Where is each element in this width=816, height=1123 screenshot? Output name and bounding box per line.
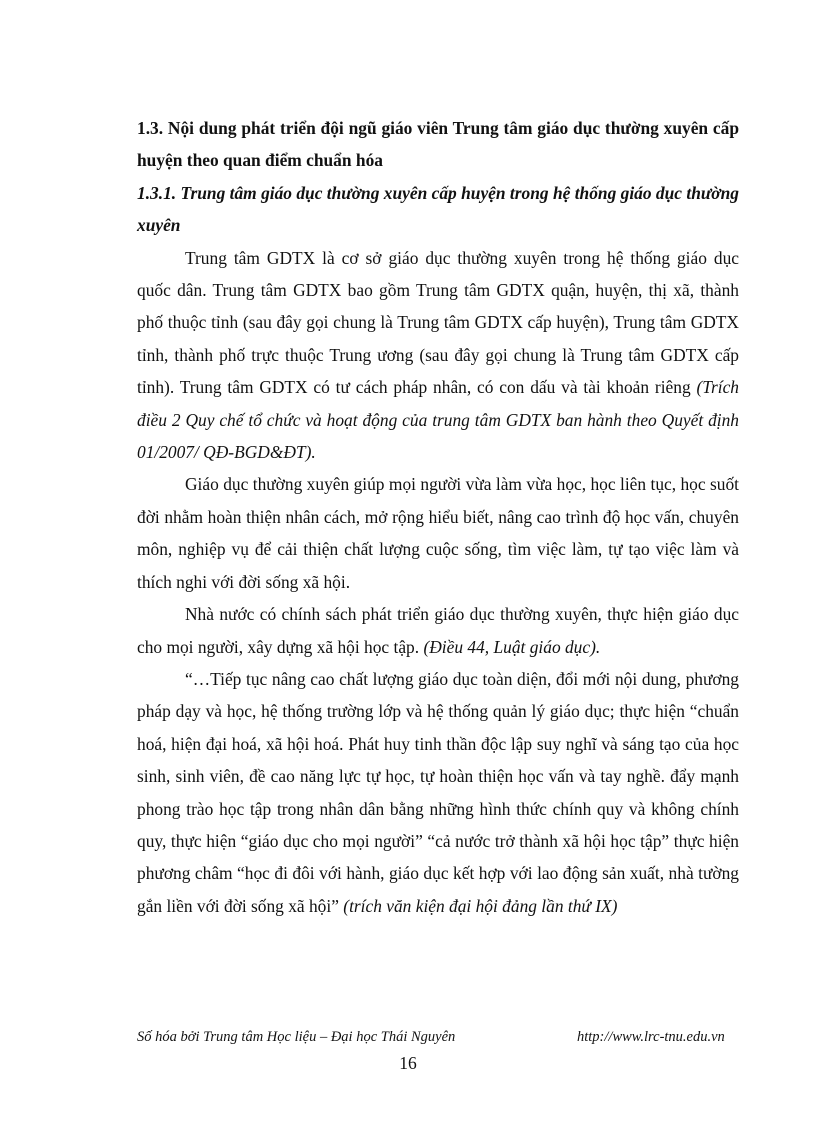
paragraph-state-policy	[137, 598, 739, 663]
paragraph-gdtx-purpose	[137, 468, 739, 598]
paragraph-citation: (Trích điều 2 Quy chế tổ chức và hoạt động của trung tâm GDTX ban hành theo Quyết định 01/2007/ QĐ-BGD&ĐT).	[137, 377, 739, 463]
section-heading: 1.3. Nội dung phát triển đội ngũ giáo viên Trung tâm giáo dục thường xuyên cấp huyện theo quan điểm chuẩn hóa	[137, 118, 739, 171]
paragraph-text: Trung tâm GDTX là cơ sở giáo dục thường xuyên trong hệ thống giáo dục quốc dân. Trung tâm GDTX bao gồm Trung tâm GDTX quận, huyện, thị xã, thành phố thuộc tỉnh (sau đây gọi chung là Trung tâm GDTX cấp huyện), Trung tâm GDTX tỉnh, thành phố trực thuộc Trung ương (sau đây gọi chung là Trung tâm GDTX cấp tỉnh). Trung tâm GDTX có tư cách pháp nhân, có con dấu và tài khoản riêng	[137, 247, 739, 398]
page-content	[137, 112, 739, 922]
page-number: 16	[399, 1053, 417, 1073]
paragraph-gdtx-definition	[137, 242, 739, 469]
subsection-heading: 1.3.1. Trung tâm giáo dục thường xuyên cấp huyện trong hệ thống giáo dục thường xuyên	[137, 182, 739, 236]
paragraph-citation: (Điều 44, Luật giáo dục).	[423, 636, 601, 657]
footer-source: Số hóa bởi Trung tâm Học liệu – Đại học Thái Nguyên	[137, 1029, 456, 1045]
paragraph-text: Giáo dục thường xuyên giúp mọi người vừa làm vừa học, học liên tục, học suốt đời nhằm hoàn thiện nhân cách, mở rộng hiểu biết, nâng cao trình độ học vấn, chuyên môn, nghiệp vụ để cải thiện chất lượng cuộc sống, tìm việc làm, tự tạo việc làm và thích nghi với đời sống xã hội.	[137, 474, 739, 592]
footer-url-link[interactable]: http://www.lrc-tnu.edu.vn	[577, 1029, 725, 1045]
paragraph-text: “…Tiếp tục nâng cao chất lượng giáo dục toàn diện, đổi mới nội dung, phương pháp dạy và học, hệ thống trường lớp và hệ thống quản lý giáo dục; thực hiện “chuẩn hoá, hiện đại hoá, xã hội hoá. Phát huy tinh thần độc lập suy nghĩ và sáng tạo của học sinh, sinh viên, đề cao năng lực tự học, tự hoàn thiện học vấn và tay nghề. đẩy mạnh phong trào học tập trong nhân dân bằng những hình thức chính quy và không chính quy, thực hiện “giáo dục cho mọi người” “cả nước trở thành xã hội học tập” thực hiện phương châm “học đi đôi với hành, giáo dục kết hợp với lao động sản xuất, nhà tường gắn liền với đời sống xã hội”	[137, 668, 739, 916]
paragraph-text: Nhà nước có chính sách phát triển giáo dục thường xuyên, thực hiện giáo dục cho mọi người, xây dựng xã hội học tập.	[137, 604, 739, 657]
paragraph-citation: (trích văn kiện đại hội đảng lần thứ IX)	[343, 895, 618, 916]
paragraph-party-quote	[137, 663, 739, 922]
